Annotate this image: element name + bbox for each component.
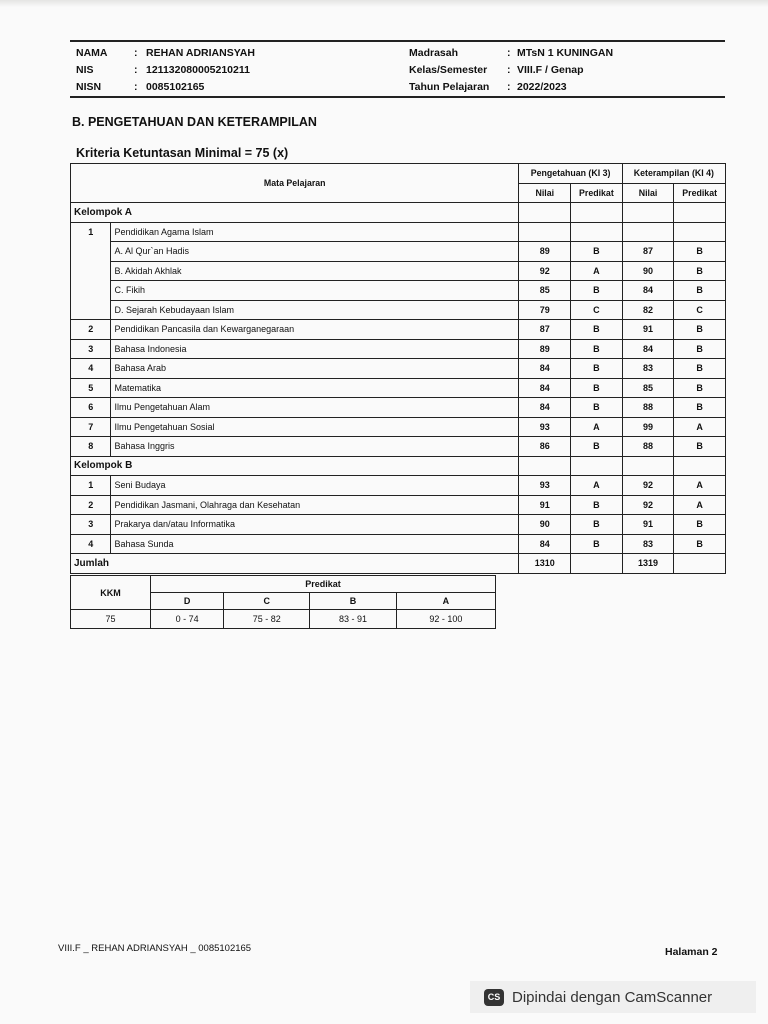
row-number: 4 — [71, 534, 111, 554]
label-nisn: NISN — [76, 81, 102, 93]
nilai-ki3: 89 — [519, 242, 571, 262]
value-nama: REHAN ADRIANSYAH — [146, 47, 255, 59]
group-row-b — [71, 456, 726, 476]
empty-cell — [622, 203, 674, 223]
subject-name: D. Sejarah Kebudayaan Islam — [111, 300, 519, 320]
header-row-nis — [76, 64, 721, 80]
predikat-header: Predikat — [151, 576, 496, 593]
predikat-ki4: B — [674, 398, 726, 418]
predikat-ki4: B — [674, 242, 726, 262]
predikat-ki4: B — [674, 437, 726, 457]
nilai-ki3: 84 — [519, 378, 571, 398]
table-row — [71, 261, 726, 281]
value-nisn: 0085102165 — [146, 81, 205, 93]
nilai-ki3: 85 — [519, 281, 571, 301]
predikat-letter: A — [396, 593, 495, 610]
table-row — [71, 281, 726, 301]
table-row — [71, 398, 726, 418]
subject-name: A. Al Qur`an Hadis — [111, 242, 519, 262]
nilai-ki4: 92 — [622, 476, 674, 496]
nilai-ki3: 93 — [519, 476, 571, 496]
predikat-ki4: B — [674, 281, 726, 301]
camscanner-text: Dipindai dengan CamScanner — [512, 988, 713, 1006]
predikat-ki3: A — [571, 417, 623, 437]
nilai-ki4: 83 — [622, 534, 674, 554]
empty-cell — [622, 222, 674, 242]
predikat-ki3: A — [571, 476, 623, 496]
page-number: Halaman 2 — [665, 946, 718, 958]
row-number: 4 — [71, 359, 111, 379]
nilai-ki3: 86 — [519, 437, 571, 457]
predikat-ki3: B — [571, 515, 623, 535]
empty-cell — [571, 456, 623, 476]
nilai-ki4: 88 — [622, 437, 674, 457]
subject-name: Bahasa Sunda — [111, 534, 519, 554]
predikat-ki3: B — [571, 495, 623, 515]
empty-cell — [674, 222, 726, 242]
predikat-ki3: A — [571, 261, 623, 281]
col-predikat-ki4: Predikat — [674, 183, 726, 203]
subject-name: Bahasa Inggris — [111, 437, 519, 457]
nilai-ki4: 87 — [622, 242, 674, 262]
table-row — [71, 378, 726, 398]
colon: : — [507, 64, 511, 76]
col-nilai-ki3: Nilai — [519, 183, 571, 203]
predikat-ki3: C — [571, 300, 623, 320]
empty-cell — [622, 456, 674, 476]
row-number: 2 — [71, 320, 111, 340]
total-ki4: 1319 — [622, 554, 674, 574]
row-number: 6 — [71, 398, 111, 418]
nilai-ki3: 92 — [519, 261, 571, 281]
camscanner-badge — [470, 981, 756, 1013]
nilai-ki3: 93 — [519, 417, 571, 437]
subject-name: C. Fikih — [111, 281, 519, 301]
nilai-ki3: 84 — [519, 398, 571, 418]
empty-cell — [674, 456, 726, 476]
nilai-ki3: 91 — [519, 495, 571, 515]
nilai-ki3: 84 — [519, 534, 571, 554]
col-predikat-ki3: Predikat — [571, 183, 623, 203]
label-nis: NIS — [76, 64, 94, 76]
group-row-a — [71, 203, 726, 223]
col-ki4: Keterampilan (KI 4) — [622, 164, 725, 184]
subject-name: Ilmu Pengetahuan Alam — [111, 398, 519, 418]
predikat-ki3: B — [571, 378, 623, 398]
table-row — [71, 417, 726, 437]
nilai-ki4: 85 — [622, 378, 674, 398]
row-number: 2 — [71, 495, 111, 515]
predikat-ki3: B — [571, 359, 623, 379]
label-madrasah: Madrasah — [409, 47, 459, 59]
nilai-ki3: 79 — [519, 300, 571, 320]
label-tahun: Tahun Pelajaran — [409, 81, 490, 93]
subject-name: Bahasa Indonesia — [111, 339, 519, 359]
row-number: 1 — [71, 476, 111, 496]
value-madrasah: MTsN 1 KUNINGAN — [517, 47, 614, 59]
row-number — [71, 261, 111, 281]
predikat-ki4: B — [674, 261, 726, 281]
total-label: Jumlah — [71, 554, 519, 574]
row-number — [71, 242, 111, 262]
colon: : — [134, 64, 138, 76]
subject-name: Pendidikan Agama Islam — [111, 222, 519, 242]
colon: : — [134, 47, 138, 59]
row-number: 7 — [71, 417, 111, 437]
predikat-ki3: B — [571, 281, 623, 301]
nilai-ki4: 92 — [622, 495, 674, 515]
nilai-ki4: 84 — [622, 339, 674, 359]
nilai-ki3: 89 — [519, 339, 571, 359]
col-nilai-ki4: Nilai — [622, 183, 674, 203]
row-number: 8 — [71, 437, 111, 457]
table-row — [71, 534, 726, 554]
table-row — [71, 300, 726, 320]
subject-name: Matematika — [111, 378, 519, 398]
predikat-ki4: B — [674, 515, 726, 535]
grades-table — [70, 163, 726, 574]
predikat-ki4: A — [674, 495, 726, 515]
table-row — [71, 339, 726, 359]
predikat-letter: D — [151, 593, 224, 610]
empty-cell — [571, 222, 623, 242]
predikat-ki4: B — [674, 378, 726, 398]
subject-name: Pendidikan Jasmani, Olahraga dan Kesehatan — [111, 495, 519, 515]
header-row-nisn — [76, 81, 721, 97]
predikat-ki3: B — [571, 320, 623, 340]
table-row — [71, 242, 726, 262]
subject-name: Ilmu Pengetahuan Sosial — [111, 417, 519, 437]
predikat-ki4: C — [674, 300, 726, 320]
nilai-ki4: 91 — [622, 515, 674, 535]
label-nama: NAMA — [76, 47, 108, 59]
nilai-ki4: 88 — [622, 398, 674, 418]
empty-cell — [674, 554, 726, 574]
nilai-ki4: 83 — [622, 359, 674, 379]
table-row — [71, 222, 726, 242]
student-header — [70, 40, 725, 98]
predikat-ki3: B — [571, 534, 623, 554]
nilai-ki4: 99 — [622, 417, 674, 437]
colon: : — [507, 81, 511, 93]
col-ki3: Pengetahuan (KI 3) — [519, 164, 622, 184]
value-nis: 121132080005210211 — [146, 64, 250, 76]
nilai-ki4: 91 — [622, 320, 674, 340]
row-number: 3 — [71, 339, 111, 359]
empty-cell — [571, 203, 623, 223]
total-row — [71, 554, 726, 574]
subject-name: Seni Budaya — [111, 476, 519, 496]
nilai-ki3: 90 — [519, 515, 571, 535]
predikat-range: 92 - 100 — [396, 610, 495, 629]
subject-name: Prakarya dan/atau Informatika — [111, 515, 519, 535]
kkm-header: KKM — [71, 576, 151, 610]
kkm-title: Kriteria Ketuntasan Minimal = 75 (x) — [76, 146, 289, 160]
table-row — [71, 359, 726, 379]
footer-identity: VIII.F _ REHAN ADRIANSYAH _ 0085102165 — [58, 943, 252, 954]
camscanner-logo-icon: CS — [484, 989, 504, 1006]
predikat-letter: C — [224, 593, 310, 610]
row-number: 1 — [71, 222, 111, 242]
table-row — [71, 495, 726, 515]
empty-cell — [571, 554, 623, 574]
section-title: B. PENGETAHUAN DAN KETERAMPILAN — [72, 115, 317, 129]
predikat-ki3: B — [571, 437, 623, 457]
group-b-label: Kelompok B — [71, 456, 519, 476]
empty-cell — [674, 203, 726, 223]
group-a-label: Kelompok A — [71, 203, 519, 223]
predikat-letter: B — [310, 593, 396, 610]
nilai-ki3: 84 — [519, 359, 571, 379]
total-ki3: 1310 — [519, 554, 571, 574]
predikat-ki3: B — [571, 242, 623, 262]
colon: : — [507, 47, 511, 59]
table-row — [71, 515, 726, 535]
table-row — [71, 320, 726, 340]
predikat-ki4: B — [674, 320, 726, 340]
predikat-table — [70, 575, 496, 629]
subject-name: Bahasa Arab — [111, 359, 519, 379]
empty-cell — [519, 203, 571, 223]
nilai-ki4: 84 — [622, 281, 674, 301]
col-subject: Mata Pelajaran — [71, 164, 519, 203]
subject-name: Pendidikan Pancasila dan Kewarganegaraan — [111, 320, 519, 340]
row-number: 3 — [71, 515, 111, 535]
predikat-ki3: B — [571, 398, 623, 418]
predikat-range: 75 - 82 — [224, 610, 310, 629]
predikat-ki4: B — [674, 339, 726, 359]
value-tahun: 2022/2023 — [517, 81, 567, 93]
header-row-name — [76, 47, 721, 63]
row-number — [71, 300, 111, 320]
label-kelas: Kelas/Semester — [409, 64, 488, 76]
scan-edge — [0, 0, 768, 7]
grades-body — [71, 203, 726, 574]
table-row — [71, 476, 726, 496]
row-number — [71, 281, 111, 301]
predikat-ki4: B — [674, 359, 726, 379]
nilai-ki3: 87 — [519, 320, 571, 340]
predikat-ki3: B — [571, 339, 623, 359]
predikat-ki4: B — [674, 534, 726, 554]
nilai-ki4: 82 — [622, 300, 674, 320]
subject-name: B. Akidah Akhlak — [111, 261, 519, 281]
predikat-range: 0 - 74 — [151, 610, 224, 629]
empty-cell — [519, 222, 571, 242]
value-kelas: VIII.F / Genap — [517, 64, 584, 76]
predikat-ranges-row — [71, 610, 496, 629]
predikat-ki4: A — [674, 476, 726, 496]
watermark-pattern — [40, 820, 740, 960]
kkm-value: 75 — [71, 610, 151, 629]
empty-cell — [519, 456, 571, 476]
predikat-ki4: A — [674, 417, 726, 437]
row-number: 5 — [71, 378, 111, 398]
table-row — [71, 437, 726, 457]
predikat-range: 83 - 91 — [310, 610, 396, 629]
nilai-ki4: 90 — [622, 261, 674, 281]
colon: : — [134, 81, 138, 93]
